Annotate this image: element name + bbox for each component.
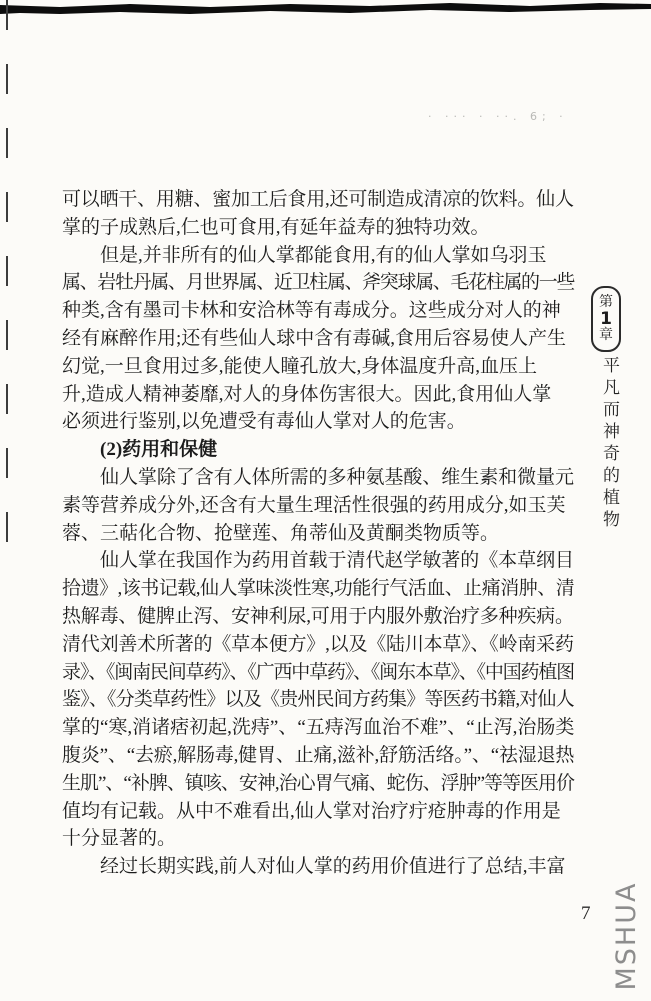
- scan-noise-marks: · ··· · ··. 6; ·: [428, 110, 568, 123]
- body-line: 热解毒、健脾止泻、安神利尿,可用于内服外敷治疗多种疾病。: [62, 605, 574, 627]
- chapter-title: 平凡而神奇的植物: [600, 356, 619, 532]
- body-line: 值均有记载。从中不难看出,仙人掌对治疗疔疮肿毒的作用是: [62, 800, 561, 822]
- chapter-badge-suffix: 章: [599, 328, 613, 343]
- body-line: 鉴》、《分类草药性》以及《贵州民间方药集》等医药书籍,对仙人: [62, 689, 574, 711]
- body-line: 经有麻醉作用;还有些仙人球中含有毒碱,食用后容易使人产生: [62, 327, 567, 349]
- body-line: 生肌”、“补脾、镇咳、安神,治心胃气痛、蛇伤、浮肿”等等医用价: [62, 772, 575, 794]
- body-line: 清代刘善术所著的《草本便方》,以及《陆川本草》、《岭南采药: [62, 633, 574, 655]
- body-line: 幻觉,一旦食用过多,能使人瞳孔放大,身体温度升高,血压上: [62, 355, 538, 377]
- body-line: 种类,含有墨司卡林和安洽林等有毒成分。这些成分对人的神: [62, 300, 561, 322]
- body-line: 掌的子成熟后,仁也可食用,有延年益寿的独特功效。: [62, 216, 490, 238]
- chapter-badge: [591, 286, 621, 352]
- body-line: (2)药用和保健: [100, 439, 218, 461]
- body-line: 腹炎”、“去瘀,解肠毒,健胃、止痛,滋补,舒筋活络。”、“祛湿退热: [62, 744, 575, 766]
- body-line: 升,造成人精神萎靡,对人的身体伤害很大。因此,食用仙人掌: [62, 383, 552, 405]
- page-number: 7: [581, 903, 591, 924]
- body-line: 拾遗》,该书记载,仙人掌味淡性寒,功能行气活血、止痛消肿、清: [62, 578, 575, 600]
- body-line: 掌的“寒,消诸痞初起,洗痔”、“五痔泻血治不难”、“止泻,治肠类: [62, 717, 575, 739]
- scan-edge-top: [0, 0, 651, 22]
- body-line: 十分显著的。: [62, 828, 177, 850]
- body-line: 仙人掌除了含有人体所需的多种氨基酸、维生素和微量元: [100, 466, 575, 488]
- body-line: 仙人掌在我国作为药用首载于清代赵学敏著的《本草纲目: [100, 550, 575, 572]
- chapter-badge-prefix: 第: [599, 295, 613, 310]
- body-text: [62, 186, 574, 881]
- body-line: 经过长期实践,前人对仙人掌的药用价值进行了总结,丰富: [100, 856, 566, 878]
- body-line: 属、岩牡丹属、月世界属、近卫柱属、斧突球属、毛花柱属的一些: [62, 272, 575, 294]
- body-line: 但是,并非所有的仙人掌都能食用,有的仙人掌如乌羽玉: [100, 244, 547, 266]
- body-line: 必须进行鉴别,以免遭受有毒仙人掌对人的危害。: [62, 411, 466, 433]
- watermark: MSHUA: [611, 881, 642, 991]
- scan-edge-left: [6, 0, 8, 556]
- body-line: 蓉、三萜化合物、抢壁莲、角蒂仙及黄酮类物质等。: [62, 522, 500, 544]
- chapter-badge-number: 1: [600, 309, 612, 329]
- body-line: 录》、《闽南民间草药》、《广西中草药》、《闽东本草》、《中国药植图: [62, 661, 575, 683]
- body-line: 素等营养成分外,还含有大量生理活性很强的药用成分,如玉芙: [62, 494, 566, 516]
- body-line: 可以晒干、用糖、蜜加工后食用,还可制造成清凉的饮料。仙人: [62, 189, 574, 210]
